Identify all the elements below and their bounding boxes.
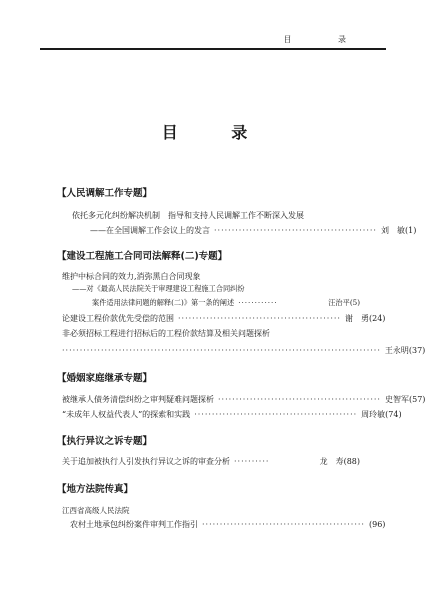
entry-title: 非必须招标工程进行招标后的工程价款结算及相关问题探析 bbox=[62, 329, 270, 338]
entry-author: 史智军 bbox=[384, 395, 409, 404]
entry-subtitle: ——在全国调解工作会议上的发言 bbox=[90, 226, 210, 235]
toc-entry[interactable] bbox=[62, 313, 386, 324]
entry-title: “未成年人权益代表人”的探索和实践 bbox=[62, 410, 191, 419]
page-title: 目 录 bbox=[161, 123, 272, 142]
section-title: 【婚姻家庭继承专题】 bbox=[57, 373, 153, 384]
running-header bbox=[40, 30, 386, 48]
toc-entry[interactable] bbox=[90, 225, 417, 236]
section-title: 【执行异议之诉专题】 bbox=[57, 436, 153, 447]
toc-entry[interactable] bbox=[92, 298, 360, 308]
entry-institution: 江西省高级人民法院 bbox=[62, 506, 130, 515]
section-title: 【地方法院传真】 bbox=[57, 484, 134, 495]
dot-leader: ·············································· bbox=[178, 314, 341, 323]
dot-leader: ·············································· bbox=[194, 410, 358, 419]
entry-author: 周玲敏 bbox=[361, 410, 386, 419]
toc-entry[interactable] bbox=[62, 345, 425, 356]
section-title: 【人民调解工作专题】 bbox=[57, 188, 153, 199]
entry-title: 维护中标合同的效力,消弥黑白合同现象 bbox=[62, 272, 201, 281]
entry-page: (37) bbox=[408, 346, 425, 355]
section-title: 【建设工程施工合同司法解释(二)专题】 bbox=[57, 251, 228, 262]
header-rule bbox=[40, 48, 386, 50]
dot-leader: ·························································································· bbox=[62, 346, 381, 355]
entry-page: (96) bbox=[368, 520, 386, 529]
dot-leader: ············ bbox=[238, 298, 278, 307]
entry-title: 农村土地承包纠纷案件审判工作指引 bbox=[70, 520, 198, 529]
entry-subtitle: ——对《最高人民法院关于审理建设工程施工合同纠纷 bbox=[72, 284, 245, 293]
entry-title: 论建设工程价款优先受偿的范围 bbox=[62, 314, 174, 323]
entry-title: 关于追加被执行人引发执行异议之诉的审查分析 bbox=[62, 457, 230, 466]
entry-subtitle: 案件适用法律问题的解释(二)》第一条的阐述 bbox=[92, 298, 235, 307]
toc-entry[interactable] bbox=[70, 519, 386, 530]
entry-page: (74) bbox=[385, 410, 402, 419]
entry-page: (57) bbox=[408, 395, 425, 404]
entry-author: 刘 敏 bbox=[380, 226, 405, 235]
entry-page: (88) bbox=[343, 457, 360, 466]
entry-page: (1) bbox=[404, 226, 417, 235]
dot-leader: ·········· bbox=[234, 457, 270, 466]
toc-entry[interactable] bbox=[62, 409, 402, 420]
toc-entry[interactable] bbox=[62, 394, 425, 405]
dot-leader: ·············································· bbox=[202, 520, 365, 529]
entry-author: 汪治平 bbox=[328, 298, 350, 307]
running-title: 目 录 bbox=[283, 35, 368, 44]
dot-leader: ·············································· bbox=[214, 226, 377, 235]
toc-entry[interactable] bbox=[62, 456, 360, 467]
entry-author: 龙 寿 bbox=[319, 457, 344, 466]
entry-page: (5) bbox=[349, 298, 360, 307]
entry-page: (24) bbox=[368, 314, 386, 323]
dot-leader: ·············································· bbox=[218, 395, 381, 404]
entry-author: 王永明 bbox=[384, 346, 409, 355]
entry-author: 谢 勇 bbox=[344, 314, 369, 323]
entry-title: 依托多元化纠纷解决机制 指导和支持人民调解工作不断深入发展 bbox=[72, 211, 304, 220]
entry-title: 被继承人债务清偿纠纷之审判疑难问题探析 bbox=[62, 395, 214, 404]
